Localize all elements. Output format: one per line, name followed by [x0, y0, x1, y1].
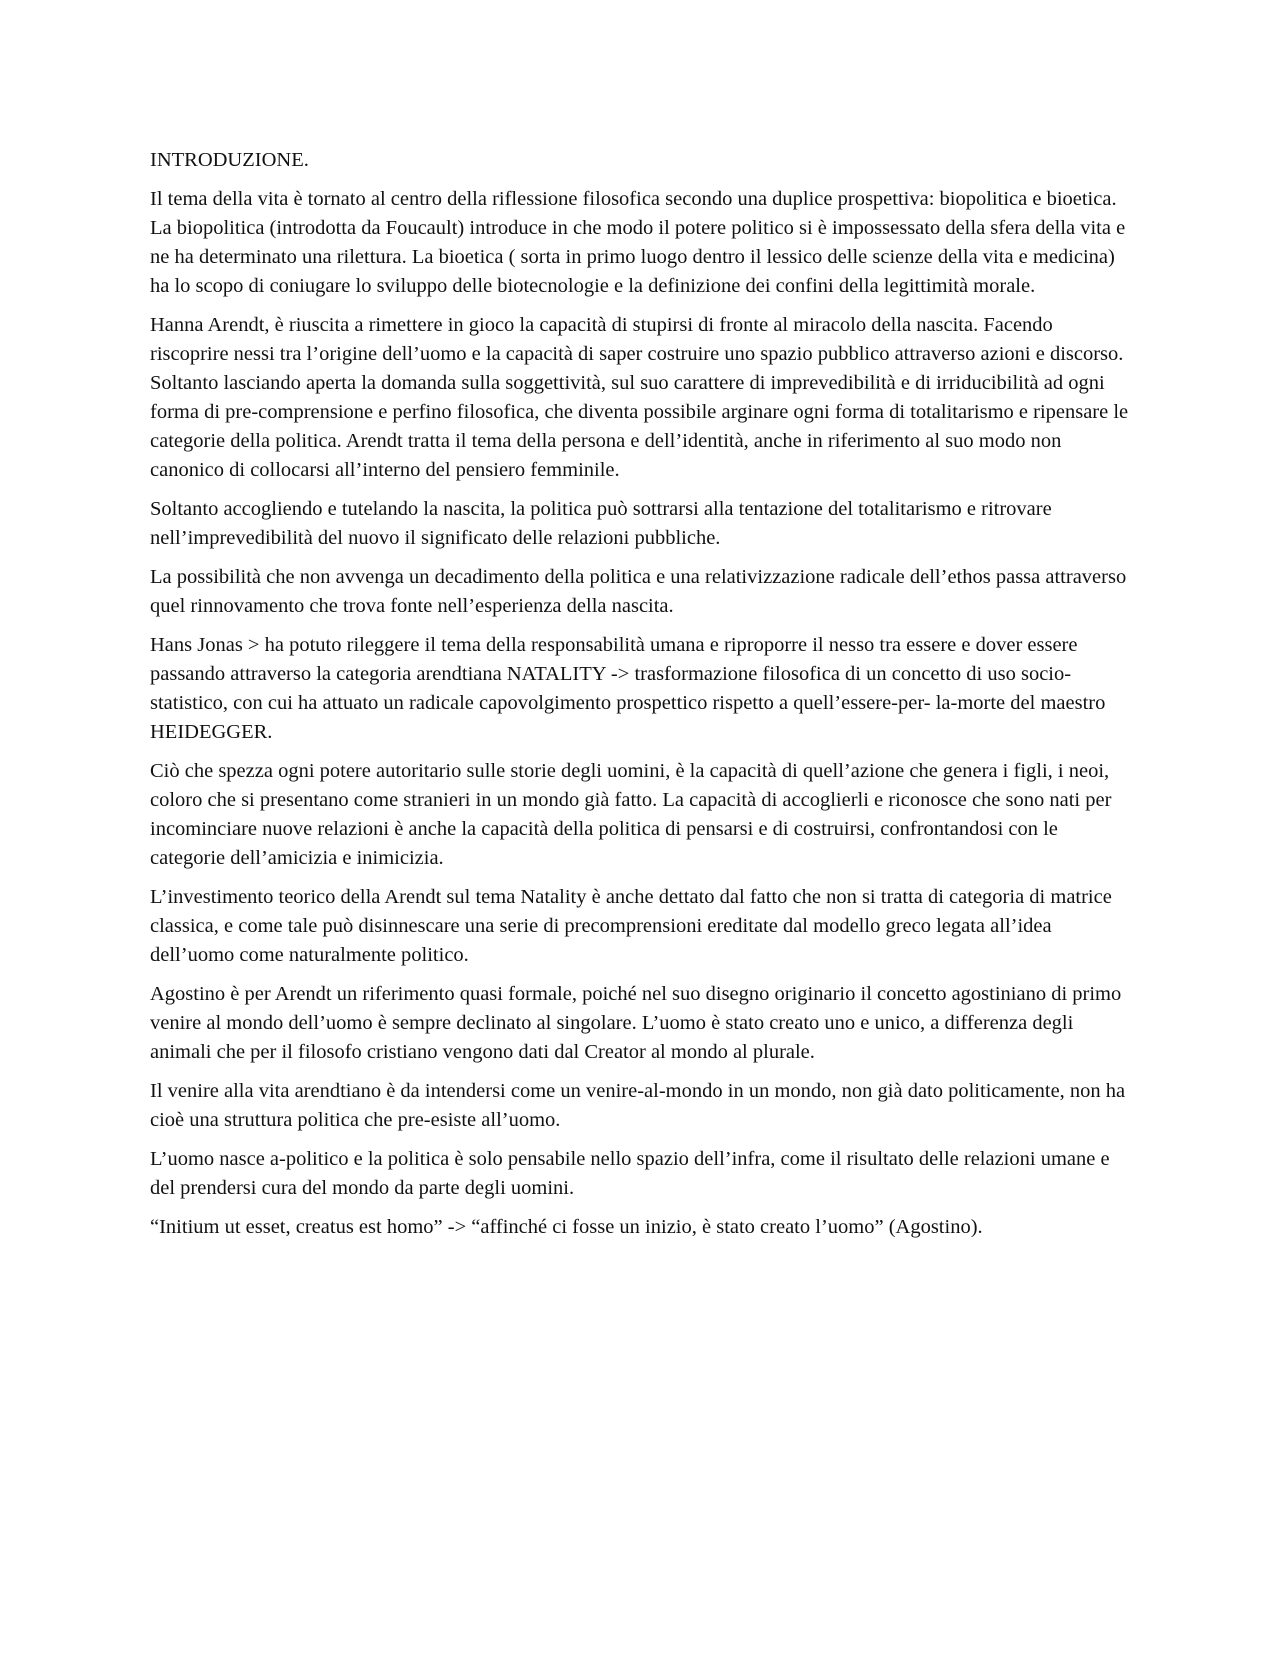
paragraph-ethos: La possibilità che non avvenga un decadimento della politica e una relativizzazione radicale dell’ethos passa attraverso quel rinnovamento che trova fonte nell’esperienza della nascita.: [150, 566, 1127, 617]
document-page: [150, 146, 1135, 1252]
paragraph-jonas: Hans Jonas > ha potuto rileggere il tema della responsabilità umana e riproporre il nesso tra essere e dover essere passando attraverso la categoria arendtiana NATALITY -> trasformazione filosofica di un concetto di uso socio-statistico, con cui ha attuato un radicale capovolgimento prospettico rispetto a quell’essere-per- la-morte del maestro HEIDEGGER.: [150, 634, 1106, 743]
paragraph-venire-al-mondo: Il venire alla vita arendtiano è da intendersi come un venire-al-mondo in un mondo, non già dato politicamente, non ha cioè una struttura politica che pre-esiste all’uomo.: [150, 1080, 1126, 1131]
paragraph-apolitico: L’uomo nasce a-politico e la politica è solo pensabile nello spazio dell’infra, come il risultato delle relazioni umane e del prendersi cura del mondo da parte degli uomini.: [150, 1148, 1110, 1199]
paragraph-agostino: Agostino è per Arendt un riferimento quasi formale, poiché nel suo disegno originario il concetto agostiniano di primo venire al mondo dell’uomo è sempre declinato al singolare. L’uomo è stato creato uno e unico, a differenza degli animali che per il filosofo cristiano vengono dati dal Creator al mondo al plurale.: [150, 983, 1122, 1063]
paragraph-birth-politics: Soltanto accogliendo e tutelando la nascita, la politica può sottrarsi alla tentazione del totalitarismo e ritrovare nell’imprevedibilità del nuovo il significato delle relazioni pubbliche.: [150, 498, 1052, 549]
paragraph-authority: Ciò che spezza ogni potere autoritario sulle storie degli uomini, è la capacità di quell’azione che genera i figli, i neoi, coloro che si presentano come stranieri in un mondo già fatto. La capacità di accoglierli e riconosce che sono nati per incominciare nuove relazioni è anche la capacità della politica di pensarsi e di costruirsi, confrontandosi con le categorie dell’amicizia e inimicizia.: [150, 760, 1112, 869]
paragraph-quote: “Initium ut esset, creatus est homo” -> “affinché ci fosse un inizio, è stato creato l’uomo” (Agostino).: [150, 1216, 983, 1238]
paragraph-natality: L’investimento teorico della Arendt sul tema Natality è anche dettato dal fatto che non si tratta di categoria di matrice classica, e come tale può disinnescare una serie di precomprensioni ereditate dal modello greco legata all’idea dell’uomo come naturalmente politico.: [150, 886, 1112, 966]
paragraph-biopolitics: Il tema della vita è tornato al centro della riflessione filosofica secondo una duplice prospettiva: biopolitica e bioetica. La biopolitica (introdotta da Foucault) introduce in che modo il potere politico si è impossessato della sfera della vita e ne ha determinato una rilettura. La bioetica ( sorta in primo luogo dentro il lessico delle scienze della vita e medicina) ha lo scopo di coniugare lo sviluppo delle biotecnologie e la definizione dei confini della legittimità morale.: [150, 188, 1126, 297]
document-heading: INTRODUZIONE.: [150, 149, 309, 171]
paragraph-arendt: Hanna Arendt, è riuscita a rimettere in gioco la capacità di stupirsi di fronte al miracolo della nascita. Facendo riscoprire nessi tra l’origine dell’uomo e la capacità di saper costruire uno spazio pubblico attraverso azioni e discorso. Soltanto lasciando aperta la domanda sulla soggettività, sul suo carattere di imprevedibilità e di irriducibilità ad ogni forma di pre-comprensione e perfino filosofica, che diventa possibile arginare ogni forma di totalitarismo e ripensare le categorie della politica. Arendt tratta il tema della persona e dell’identità, anche in riferimento al suo modo non canonico di collocarsi all’interno del pensiero femminile.: [150, 314, 1129, 481]
